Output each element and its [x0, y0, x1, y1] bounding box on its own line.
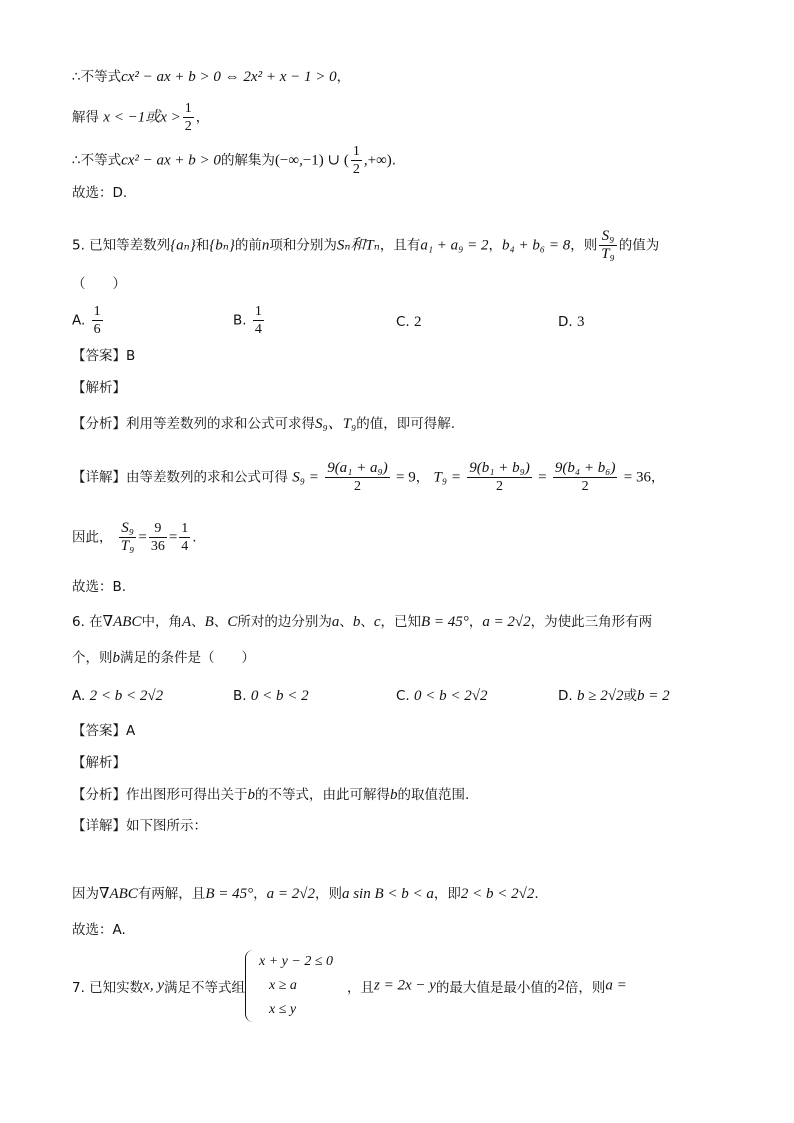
- math: b: [247, 787, 255, 803]
- q6-choose: 故选：A.: [72, 922, 126, 938]
- math: B = 45°: [421, 614, 469, 630]
- text: ，且有: [379, 237, 421, 254]
- q5-option-c: [396, 312, 422, 332]
- text: 和: [195, 237, 210, 254]
- text: 满足不等式组: [164, 980, 245, 996]
- text: ，: [336, 69, 351, 85]
- q6-option-b: [233, 686, 309, 706]
- text: 满足的条件是（ ）: [120, 650, 255, 666]
- text: ，: [488, 237, 503, 254]
- q7-stem: [72, 950, 627, 1022]
- text: 的值，即可得解.: [356, 416, 456, 432]
- answer-value: A: [126, 723, 136, 739]
- q5-answer: [72, 346, 135, 366]
- brace: [245, 950, 256, 1022]
- text: ，即: [433, 886, 461, 902]
- q5-yinci: [72, 520, 197, 555]
- text: ，: [195, 109, 210, 126]
- text: 的取值范围.: [397, 787, 470, 803]
- system-line: x + y − 2 ≤ 0: [259, 954, 334, 969]
- text: ∴不等式: [72, 152, 122, 169]
- fraction: $\frac{\text{S₉}}{\text{T₉}}$: [120, 520, 135, 554]
- option-label: D.: [558, 688, 573, 704]
- math: A: [181, 614, 192, 630]
- text: 6. 在: [72, 614, 103, 630]
- text: 倍，则: [564, 980, 606, 996]
- math: n: [261, 237, 270, 254]
- text: ，则: [314, 886, 342, 902]
- math: {bₙ}: [209, 237, 235, 254]
- text: 因此，: [72, 529, 113, 546]
- fenxi-tag: 【分析】: [72, 416, 126, 432]
- option-label: A.: [72, 688, 86, 704]
- text: 的前: [234, 237, 262, 254]
- q5-analysis-tag: 【解析】: [72, 380, 126, 396]
- text: 作出图形可得出关于: [126, 787, 248, 803]
- text: ，为使此三角形有两: [530, 614, 653, 630]
- math: a: [331, 614, 340, 630]
- math-inequality: cx² − ax + b > 0: [121, 152, 221, 169]
- text: 个，则: [72, 650, 113, 666]
- option-value: 2: [414, 314, 422, 330]
- text: ，: [415, 469, 430, 486]
- text: 、: [191, 614, 205, 630]
- text: 7. 已知实数: [72, 980, 144, 996]
- answer-value: B: [126, 348, 136, 364]
- q6-option-d: [558, 686, 670, 706]
- fraction: $\frac{1}{6}$: [93, 304, 101, 337]
- text: 利用等差数列的求和公式可求得: [126, 416, 315, 432]
- q6-xiangjie: [72, 816, 207, 836]
- q5-paren: （ ）: [72, 276, 126, 292]
- math: = 36: [623, 469, 651, 486]
- option-value: 0 < b < 2: [250, 688, 309, 704]
- text: .: [534, 886, 539, 902]
- q6-answer: [72, 721, 135, 741]
- option-label: C.: [396, 688, 410, 704]
- math: a₁ + a₉ = 2: [420, 237, 489, 254]
- q5-stem: [72, 228, 659, 263]
- text: ，: [468, 614, 483, 630]
- q6-option-c: [396, 686, 488, 706]
- system-line: x ≥ a: [269, 978, 297, 993]
- math: a sin B < b < a: [341, 886, 434, 902]
- text: 的不等式，由此可解得: [255, 787, 390, 803]
- math: =: [538, 469, 547, 486]
- q5-option-a: [72, 303, 105, 338]
- text: 所对的边分别为: [237, 614, 332, 630]
- text: ，: [253, 886, 267, 902]
- xiangjie-tag: 【详解】: [72, 818, 126, 834]
- math: S₉ =: [292, 469, 319, 486]
- text: .: [391, 152, 397, 169]
- text: 项和分别为: [269, 237, 337, 254]
- fraction: $\frac{9}{36}$: [150, 521, 165, 554]
- text: ，已知: [380, 614, 422, 630]
- math: b: [112, 650, 120, 666]
- math: z = 2x − y: [374, 977, 436, 994]
- math: b₄ + b₆ = 8: [502, 237, 571, 254]
- inequality-system: [245, 950, 333, 1022]
- fraction: $\frac{\text{S₉}}{\text{T₉}}$: [601, 228, 615, 262]
- q6-yinwei: [72, 884, 539, 904]
- text: 、: [213, 614, 228, 630]
- text: 或: [623, 688, 637, 704]
- math: b: [352, 614, 361, 630]
- math: = 9: [396, 469, 416, 486]
- text: 中，角: [141, 614, 182, 630]
- option-label: B.: [233, 312, 247, 329]
- math-set: ,+∞): [363, 152, 392, 169]
- q4-line-3: [72, 143, 396, 178]
- fraction: $\frac{\text{9(a₁ + a₉)}}{2}$: [327, 460, 388, 494]
- q6-option-a: [72, 686, 163, 706]
- text: 解得: [72, 109, 99, 126]
- fraction: $\frac{1}{2}$: [184, 101, 192, 134]
- text: 有两解，且: [137, 886, 206, 902]
- fraction: $\frac{1}{4}$: [254, 304, 262, 337]
- xiangjie-tag: 【详解】: [72, 469, 126, 486]
- option-label: C.: [396, 314, 410, 330]
- math: Sₙ和Tₙ: [336, 237, 380, 254]
- q6-stem-1: [72, 612, 652, 632]
- math: b: [390, 787, 398, 803]
- text: 5. 已知等差数列: [72, 237, 171, 254]
- math: ∇ABC: [99, 886, 138, 902]
- text: 的最大值是最小值的: [435, 980, 558, 996]
- text: ，则: [570, 237, 598, 254]
- option-value: 0 < b < 2√2: [414, 688, 488, 704]
- text: 的解集为: [220, 152, 275, 169]
- q5-fenxi: [72, 414, 455, 434]
- math-solution: x < −1或x >: [103, 109, 181, 126]
- math: C: [227, 614, 238, 630]
- fraction: $\frac{1}{4}$: [181, 521, 189, 554]
- fraction: $\frac{1}{2}$: [352, 144, 360, 177]
- q6-fenxi: [72, 785, 469, 805]
- math-inequality: cx² − ax + b > 0 ⇔ 2x² + x − 1 > 0: [121, 69, 337, 85]
- math: {aₙ}: [170, 237, 196, 254]
- q5-choose: 故选：B.: [72, 579, 127, 595]
- text: .: [192, 529, 197, 546]
- math: =: [168, 529, 178, 546]
- math: c: [373, 614, 381, 630]
- q4-choose: 故选：D.: [72, 185, 128, 201]
- option-label: B.: [233, 688, 247, 704]
- math: B: [204, 614, 214, 630]
- q5-option-d: [558, 312, 584, 332]
- text: 由等差数列的求和公式可得: [126, 469, 288, 486]
- q4-line-2: [72, 100, 209, 135]
- text: ，且: [347, 980, 375, 996]
- math: S₉、T₉: [315, 416, 357, 432]
- option-value: 2 < b < 2√2: [89, 688, 164, 704]
- math: ∇ABC: [102, 614, 142, 630]
- option-value: b ≥ 2√2: [576, 688, 624, 704]
- answer-tag: 【答案】: [72, 348, 126, 364]
- math: a = 2√2: [482, 614, 531, 630]
- q5-xiangjie: [72, 460, 664, 495]
- math: a = 2√2: [266, 886, 315, 902]
- q5-option-b: [233, 303, 266, 338]
- q6-stem-2: [72, 648, 255, 668]
- text: 的值为: [618, 237, 660, 254]
- fraction: $\frac{\text{9(b₄ + b₆)}}{2}$: [554, 460, 616, 494]
- answer-tag: 【答案】: [72, 723, 126, 739]
- option-label: D.: [558, 314, 573, 330]
- q4-line-1: [72, 67, 350, 87]
- text: 因为: [72, 886, 99, 902]
- math: B = 45°: [205, 886, 254, 902]
- text: 、: [360, 614, 374, 630]
- fraction: $\frac{\text{9(b₁ + b₉)}}{2}$: [469, 460, 530, 494]
- option-label: A.: [72, 312, 86, 329]
- text: 如下图所示：: [126, 818, 207, 834]
- text: ，: [650, 469, 665, 486]
- option-value: 3: [576, 314, 585, 330]
- text: 、: [339, 614, 353, 630]
- math: 2 < b < 2√2: [460, 886, 535, 902]
- text: ∴不等式: [72, 69, 122, 85]
- math: T₉ =: [433, 469, 461, 486]
- q6-analysis-tag: 【解析】: [72, 755, 126, 771]
- math: x, y: [143, 977, 164, 994]
- option-value: b = 2: [636, 688, 670, 704]
- math-set: (−∞,−1) ∪ (: [274, 152, 349, 169]
- fenxi-tag: 【分析】: [72, 787, 126, 803]
- math: =: [138, 529, 147, 546]
- system-line: x ≤ y: [269, 1002, 297, 1017]
- math: 2: [557, 977, 565, 994]
- math: a =: [605, 977, 627, 994]
